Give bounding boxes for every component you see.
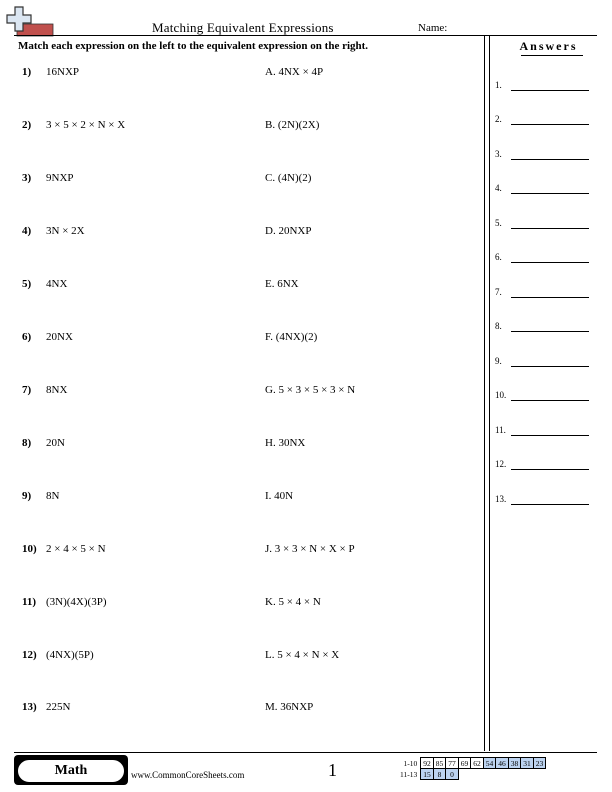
answer-line <box>511 331 589 332</box>
answer-number: 10. <box>495 390 507 400</box>
problem-expression: 4NX <box>46 278 68 290</box>
score-cell: 0 <box>446 769 459 780</box>
top-rule <box>14 35 597 36</box>
answer-choice: A. 4NX × 4P <box>265 66 324 78</box>
answer-choice: M. 36NXP <box>265 701 314 713</box>
column-divider-left <box>484 36 485 751</box>
problem-number: 8) <box>22 437 32 449</box>
answer-line <box>511 435 589 436</box>
score-row <box>398 769 546 780</box>
answer-choice: K. 5 × 4 × N <box>265 596 321 608</box>
answer-number: 9. <box>495 356 502 366</box>
answer-choice: I. 40N <box>265 490 294 502</box>
problem-row <box>0 119 480 135</box>
answer-blank[interactable] <box>495 425 605 439</box>
answer-number: 7. <box>495 287 502 297</box>
problem-number: 2) <box>22 119 32 131</box>
answer-line <box>511 159 589 160</box>
answer-blank[interactable] <box>495 390 605 404</box>
answers-heading: Answers <box>519 39 578 53</box>
problem-expression: (3N)(4X)(3P) <box>46 596 107 608</box>
answer-number: 11. <box>495 425 506 435</box>
score-cell: 23 <box>533 758 546 769</box>
problem-number: 10) <box>22 543 37 555</box>
answer-number: 2. <box>495 114 502 124</box>
answers-heading-underline <box>521 55 583 56</box>
answer-blank[interactable] <box>495 321 605 335</box>
problem-row <box>0 490 480 506</box>
answer-line <box>511 90 589 91</box>
problem-expression: 3N × 2X <box>46 225 85 237</box>
problem-number: 1) <box>22 66 32 78</box>
problem-expression: 8NX <box>46 384 68 396</box>
answer-blank[interactable] <box>495 287 605 301</box>
problem-number: 13) <box>22 701 37 713</box>
problem-expression: 2 × 4 × 5 × N <box>46 543 106 555</box>
score-row-label: 11-13 <box>400 769 418 779</box>
page-number: 1 <box>328 760 337 780</box>
answer-line <box>511 228 589 229</box>
answer-blank[interactable] <box>495 149 605 163</box>
answer-blank[interactable] <box>495 114 605 128</box>
answer-line <box>511 193 589 194</box>
score-cell: 77 <box>446 758 459 769</box>
answer-choice: H. 30NX <box>265 437 306 449</box>
page-title: Matching Equivalent Expressions <box>152 20 334 35</box>
plus-eraser-logo-icon <box>3 5 55 37</box>
score-empty-cell <box>508 769 521 780</box>
answer-number: 4. <box>495 183 502 193</box>
problem-row <box>0 331 480 347</box>
answer-blank[interactable] <box>495 252 605 266</box>
problem-expression: (4NX)(5P) <box>46 649 94 661</box>
answer-choice: L. 5 × 4 × N × X <box>265 649 340 661</box>
answer-line <box>511 262 589 263</box>
answer-blank[interactable] <box>495 356 605 370</box>
problem-number: 5) <box>22 278 32 290</box>
score-empty-cell <box>471 769 484 780</box>
score-cell: 69 <box>458 758 471 769</box>
answer-number: 3. <box>495 149 502 159</box>
name-label: Name: <box>418 22 448 34</box>
problem-row <box>0 278 480 294</box>
score-row <box>398 758 546 769</box>
problem-number: 4) <box>22 225 32 237</box>
problem-expression: 8N <box>46 490 60 502</box>
answer-number: 1. <box>495 80 502 90</box>
answer-choice: B. (2N)(2X) <box>265 119 320 131</box>
answer-choice: F. (4NX)(2) <box>265 331 318 343</box>
score-cell: 8 <box>433 769 446 780</box>
answer-blank[interactable] <box>495 494 605 508</box>
score-empty-cell <box>496 769 509 780</box>
score-row-label: 1-10 <box>403 758 418 768</box>
score-cell: 46 <box>496 758 509 769</box>
problem-expression: 3 × 5 × 2 × N × X <box>46 119 126 131</box>
problem-expression: 20N <box>46 437 65 449</box>
answer-line <box>511 124 589 125</box>
answer-blank[interactable] <box>495 218 605 232</box>
score-empty-cell <box>533 769 546 780</box>
score-cell: 62 <box>471 758 484 769</box>
instructions: Match each expression on the left to the equivalent expression on the right. <box>18 40 369 52</box>
score-empty-cell <box>521 769 534 780</box>
answer-choice: J. 3 × 3 × N × X × P <box>265 543 355 555</box>
answer-line <box>511 469 589 470</box>
score-cell: 54 <box>483 758 496 769</box>
problem-row <box>0 437 480 453</box>
problem-row <box>0 172 480 188</box>
score-cell: 85 <box>433 758 446 769</box>
problem-row <box>0 225 480 241</box>
bottom-rule <box>14 752 597 753</box>
answer-choice: C. (4N)(2) <box>265 172 312 184</box>
answer-number: 13. <box>495 494 507 504</box>
problem-expression: 16NXP <box>46 66 80 78</box>
problem-number: 9) <box>22 490 32 502</box>
problem-row <box>0 649 480 665</box>
answer-line <box>511 297 589 298</box>
score-empty-cell <box>483 769 496 780</box>
column-divider-right <box>489 36 490 751</box>
answer-blank[interactable] <box>495 183 605 197</box>
answer-blank[interactable] <box>495 459 605 473</box>
answer-choice: D. 20NXP <box>265 225 312 237</box>
problem-expression: 20NX <box>46 331 73 343</box>
website-url: www.CommonCoreSheets.com <box>131 770 245 780</box>
subject-badge: Math <box>17 759 125 783</box>
answer-line <box>511 366 589 367</box>
problem-expression: 225N <box>46 701 71 713</box>
answer-number: 6. <box>495 252 502 262</box>
problem-row <box>0 701 480 717</box>
score-empty-cell <box>458 769 471 780</box>
problem-number: 12) <box>22 649 37 661</box>
score-table <box>398 757 546 780</box>
problem-number: 11) <box>22 596 37 608</box>
score-cell: 15 <box>421 769 434 780</box>
answer-number: 8. <box>495 321 502 331</box>
score-cell: 92 <box>421 758 434 769</box>
answer-line <box>511 504 589 505</box>
answer-line <box>511 400 589 401</box>
answer-number: 5. <box>495 218 502 228</box>
answer-blank[interactable] <box>495 80 605 94</box>
problem-number: 3) <box>22 172 32 184</box>
answer-choice: G. 5 × 3 × 5 × 3 × N <box>265 384 356 396</box>
problem-row <box>0 596 480 612</box>
problem-row <box>0 384 480 400</box>
problem-number: 7) <box>22 384 32 396</box>
answer-number: 12. <box>495 459 507 469</box>
score-cell: 31 <box>521 758 534 769</box>
problem-row <box>0 543 480 559</box>
problem-expression: 9NXP <box>46 172 74 184</box>
answer-choice: E. 6NX <box>265 278 299 290</box>
problem-row <box>0 66 480 82</box>
score-cell: 38 <box>508 758 521 769</box>
problem-number: 6) <box>22 331 32 343</box>
